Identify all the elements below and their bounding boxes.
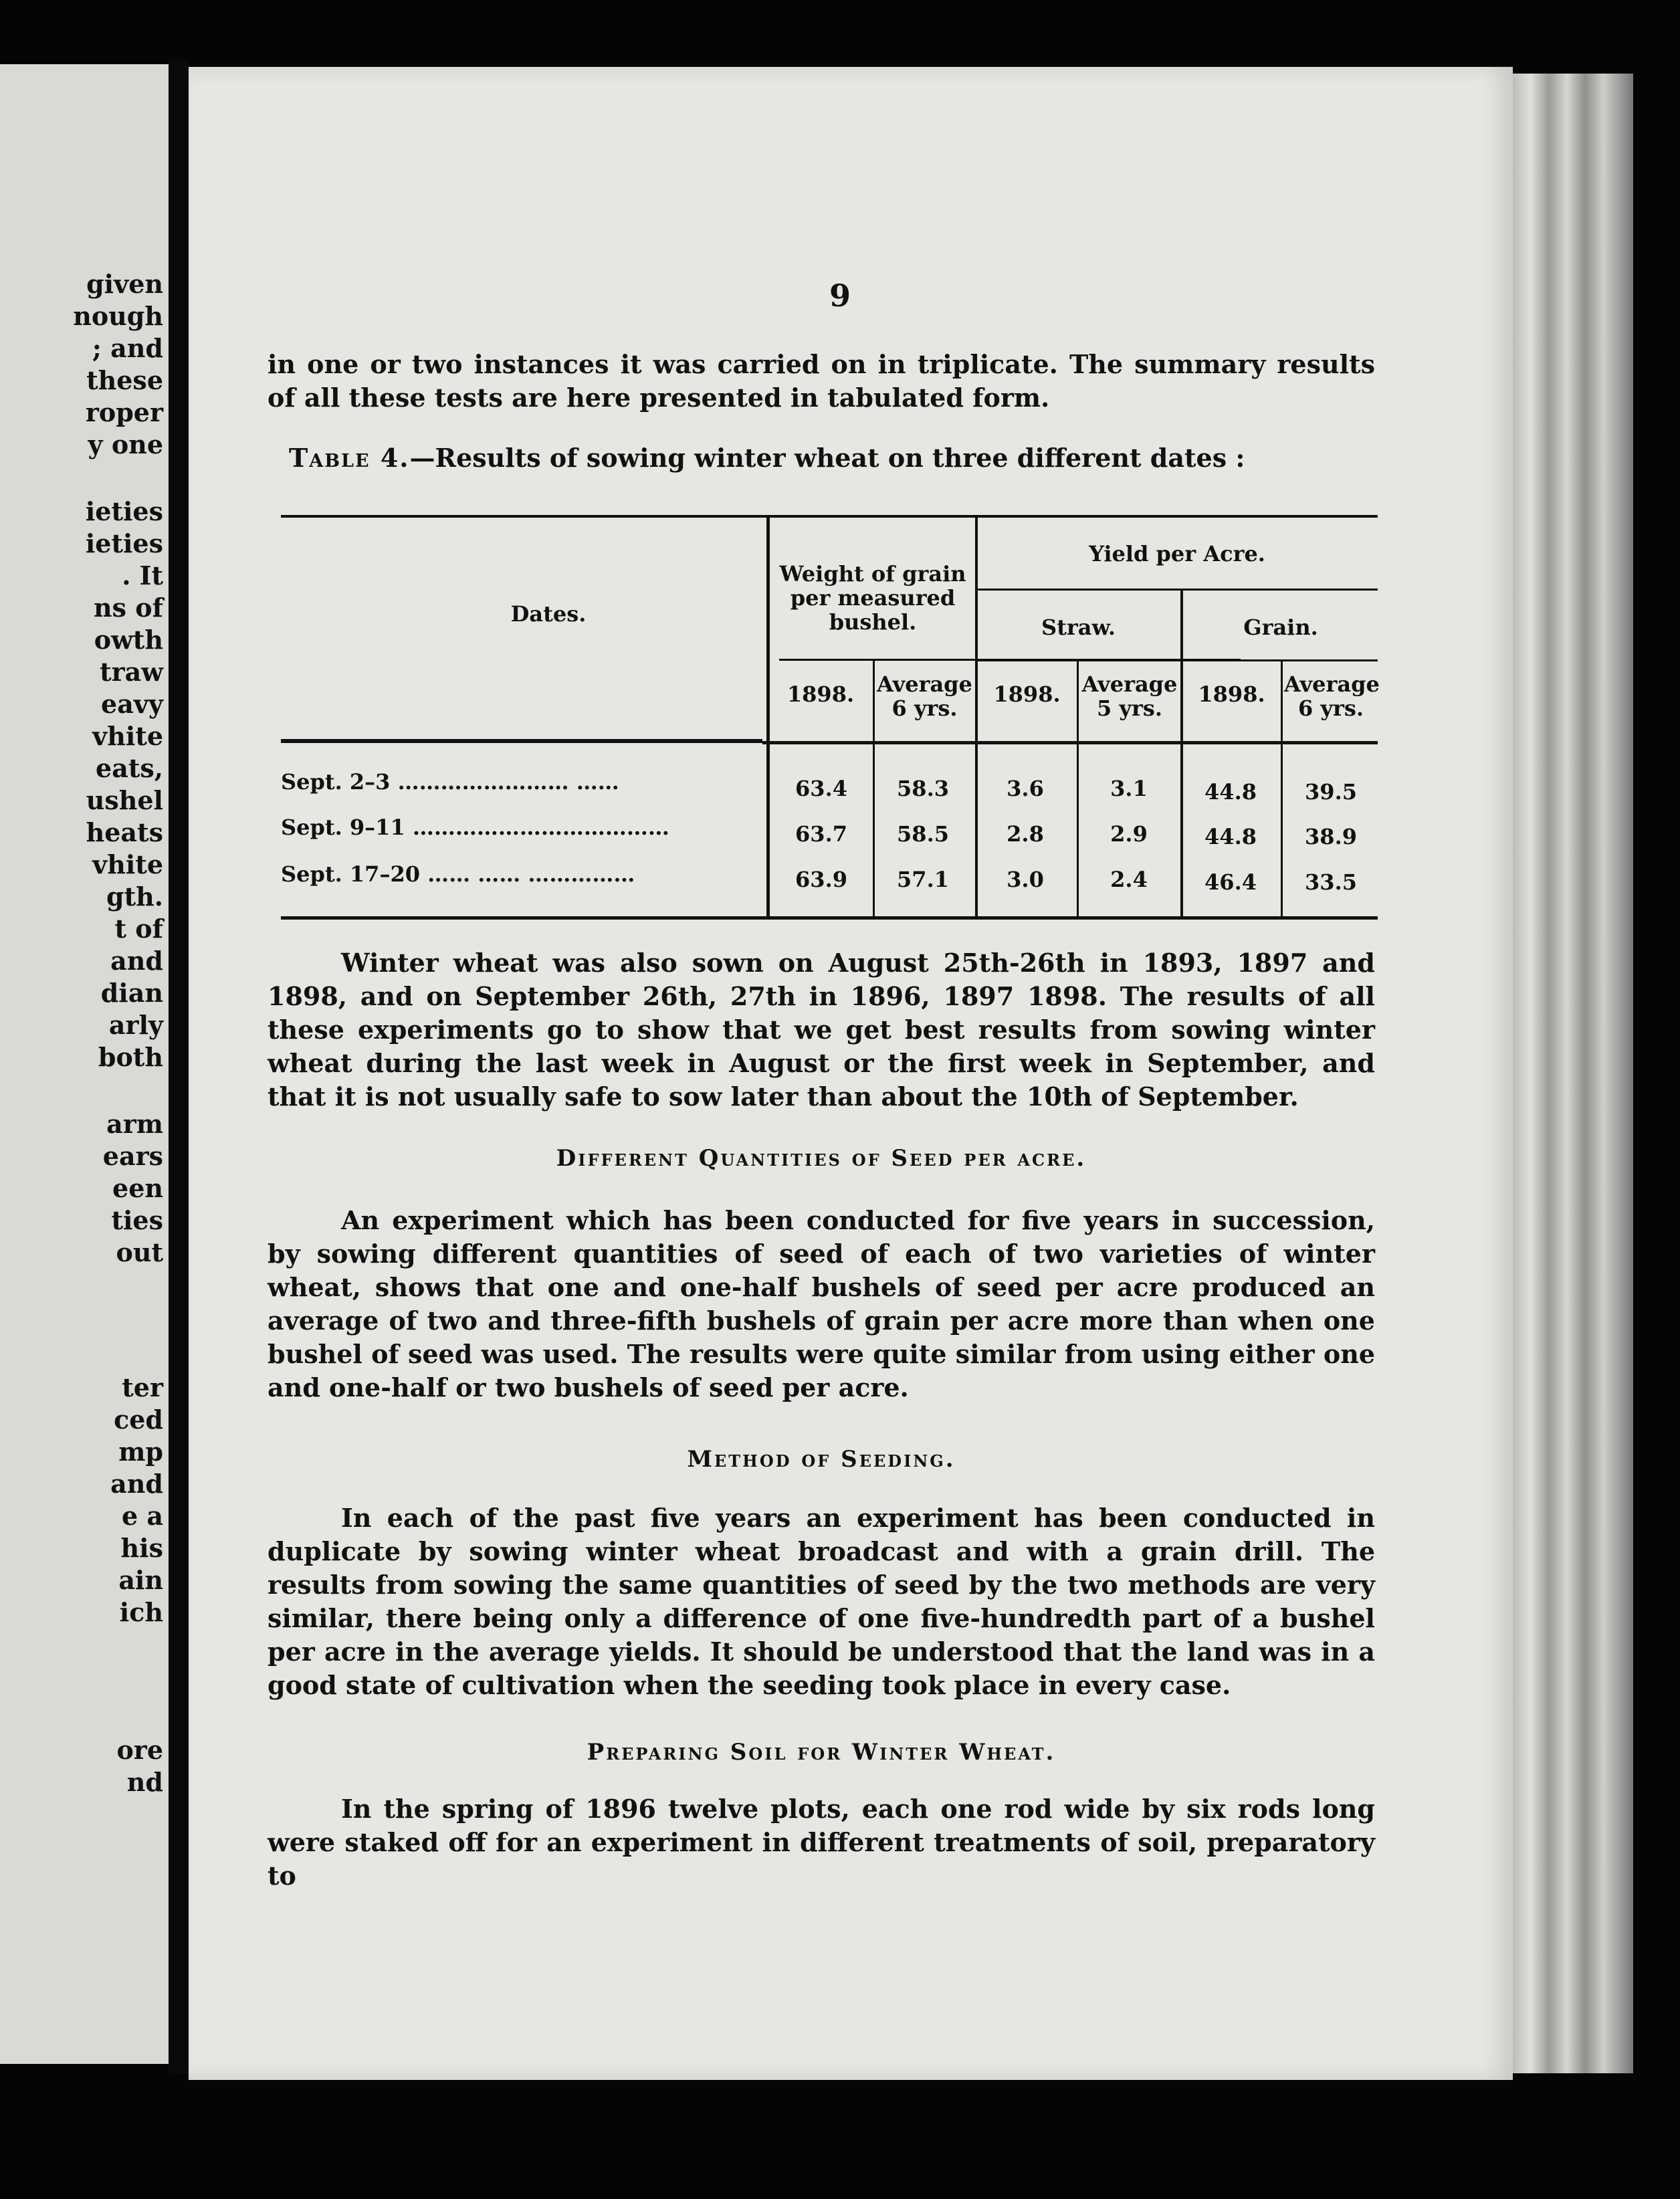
- intro-paragraph: in one or two instances it was carried on in triplicate. The summary results of all these tests are here presented in tabulated form.: [268, 349, 1375, 413]
- left-page-fragment: [0, 64, 169, 2064]
- header-grain-avg: Average 6 yrs.: [1284, 671, 1380, 721]
- left-page-text-fragment: ieties: [85, 496, 163, 526]
- header-yield: Yield per Acre.: [1089, 541, 1265, 566]
- table-cell: 57.1: [897, 867, 949, 892]
- left-page-text-fragment: ich: [119, 1597, 163, 1627]
- table-vrule-6: [1281, 661, 1283, 918]
- table-cell: 3.0: [1007, 867, 1044, 892]
- table-cell: 33.5: [1305, 869, 1357, 895]
- left-page-text-fragment: owth: [94, 625, 163, 655]
- table-row-date: Sept. 9–11 ………………………………: [281, 815, 669, 840]
- left-page-text-fragment: ced: [114, 1404, 163, 1435]
- heading-preparing-soil: Preparing Soil for Winter Wheat.: [587, 1739, 1056, 1766]
- book-gutter: [169, 60, 189, 2073]
- table-vrule-4: [1077, 661, 1079, 918]
- table-cell: 3.6: [1007, 776, 1044, 801]
- header-weight-1898: 1898.: [786, 682, 855, 707]
- left-page-text-fragment: both: [98, 1042, 163, 1072]
- left-page-text-fragment: nough: [73, 301, 163, 331]
- left-page-text-fragment: ears: [102, 1141, 163, 1171]
- left-page-text-fragment: eavy: [101, 689, 163, 719]
- header-straw: Straw.: [1041, 615, 1116, 640]
- left-page-text-fragment: ns of: [94, 593, 163, 623]
- table-cell: 46.4: [1204, 869, 1257, 895]
- left-page-text-fragment: heats: [86, 817, 163, 847]
- left-page-text-fragment: eats,: [96, 753, 163, 783]
- table-cell: 58.3: [897, 776, 949, 801]
- left-page-text-fragment: e a: [121, 1501, 163, 1531]
- header-straw-1898: 1898.: [993, 682, 1061, 707]
- table-row-date: Sept. 17–20 …… …… ……………: [281, 861, 635, 887]
- table-caption-lead: Table 4.: [289, 443, 410, 473]
- paragraph-preparing-soil: In the spring of 1896 twelve plots, each one rod wide by six rods long were staked off for an experiment in different treatments of soil, preparatory to: [268, 1794, 1375, 1891]
- header-grain: Grain.: [1243, 615, 1318, 640]
- table-cell: 63.9: [795, 867, 847, 892]
- yield-subheader-rule: [976, 589, 1378, 591]
- header-grain-1898: 1898.: [1198, 682, 1265, 707]
- straw-grain-subheader-rule: [976, 659, 1378, 661]
- left-page-text-fragment: . It: [122, 560, 163, 591]
- left-page-text-fragment: arm: [106, 1109, 163, 1139]
- left-page-text-fragment: these: [86, 365, 163, 395]
- left-page-text-fragment: mp: [118, 1437, 163, 1467]
- header-weight: Weight of grain per measured bushel.: [779, 561, 966, 635]
- left-page-text-fragment: een: [112, 1173, 163, 1203]
- left-page-text-fragment: vhite: [92, 849, 163, 879]
- results-table: [281, 515, 1378, 930]
- left-page-text-fragment: dian: [100, 978, 163, 1008]
- left-page-text-fragment: t of: [114, 914, 163, 944]
- table-cell: 3.1: [1110, 776, 1148, 801]
- left-page-text-fragment: gth.: [106, 881, 163, 912]
- table-vrule-1: [766, 518, 770, 918]
- left-page-text-fragment: his: [120, 1533, 163, 1563]
- table-vrule-3: [975, 518, 978, 918]
- table-cell: 44.8: [1204, 779, 1257, 805]
- heading-method-of-seeding: Method of Seeding.: [687, 1446, 956, 1473]
- header-weight-avg: Average 6 yrs.: [877, 671, 972, 721]
- left-page-text-fragment: vhite: [92, 721, 163, 751]
- header-dates: Dates.: [510, 601, 587, 627]
- header-straw-avg: Average 5 yrs.: [1081, 671, 1178, 721]
- left-page-text-fragment: and: [110, 946, 163, 976]
- left-page-text-fragment: ieties: [85, 528, 163, 558]
- page-edges: [1513, 74, 1633, 2073]
- paragraph-method-of-seeding: In each of the past five years an experiment has been conducted in duplicate by sowing winter wheat broadcast and with a grain drill. The results from sowing the same quantities of seed by the two methods are very similar, there being only a difference of one five-hundredth part of a bushel per acre in the average yields. It should be understood that the land was in a good state of cultivation when the seeding took place in every case.: [268, 1503, 1375, 1700]
- table-row-date: Sept. 2–3 …………………… ……: [281, 769, 619, 795]
- left-page-text-fragment: traw: [100, 657, 163, 687]
- left-page-text-fragment: ties: [111, 1205, 163, 1235]
- table-top-rule: [281, 515, 1378, 518]
- table-cell: 2.8: [1007, 821, 1044, 847]
- left-page-text-fragment: ushel: [86, 785, 163, 815]
- table-cell: 2.4: [1110, 867, 1148, 892]
- heading-seed-quantities: Different Quantities of Seed per acre.: [556, 1145, 1087, 1172]
- left-page-text-fragment: and: [110, 1469, 163, 1499]
- left-page-text-fragment: ore: [116, 1735, 163, 1765]
- table-cell: 38.9: [1305, 824, 1357, 849]
- table-caption: [289, 443, 1245, 473]
- table-bottom-rule: [281, 916, 1378, 920]
- table-header-rule-left: [281, 739, 762, 743]
- table-cell: 2.9: [1110, 821, 1148, 847]
- page-number: 9: [829, 278, 851, 314]
- paragraph-sowing-dates: Winter wheat was also sown on August 25th-26th in 1893, 1897 and 1898, and on September 26th, 27th in 1896, 1897 1898. The results of all these experiments go to show that we get best results from sowing winter wheat during the last week in August or the first week in September, and that it is not usually safe to sow later than about the 10th of September.: [268, 948, 1375, 1112]
- left-page-text-fragment: out: [116, 1237, 163, 1267]
- left-page-text-fragment: ; and: [92, 333, 163, 363]
- left-page-text-fragment: given: [86, 269, 163, 299]
- table-cell: 63.4: [795, 776, 847, 801]
- table-vrule-5: [1180, 590, 1183, 918]
- left-page-text-fragment: roper: [85, 397, 163, 427]
- table-caption-text: —Results of sowing winter wheat on three different dates :: [409, 443, 1245, 473]
- table-cell: 44.8: [1204, 824, 1257, 849]
- table-header-rule-right: [762, 741, 1378, 744]
- left-page-text-fragment: ter: [122, 1372, 163, 1402]
- table-vrule-2: [873, 661, 875, 918]
- table-cell: 58.5: [897, 821, 949, 847]
- left-page-text-fragment: nd: [126, 1767, 163, 1797]
- table-cell: 39.5: [1305, 779, 1357, 805]
- table-cell: 63.7: [795, 821, 847, 847]
- paragraph-seed-quantities: An experiment which has been conducted for five years in succession, by sowing different quantities of seed of each of two varieties of winter wheat, shows that one and one-half bushels of seed per acre produced an average of two and three-fifth bushels of grain per acre more than when one bushel of seed was used. The results were quite similar from using either one and one-half or two bushels of seed per acre.: [268, 1205, 1375, 1402]
- left-page-text-fragment: arly: [108, 1010, 163, 1040]
- left-page-text-fragment: y one: [88, 429, 163, 459]
- left-page-text-fragment: ain: [118, 1565, 163, 1595]
